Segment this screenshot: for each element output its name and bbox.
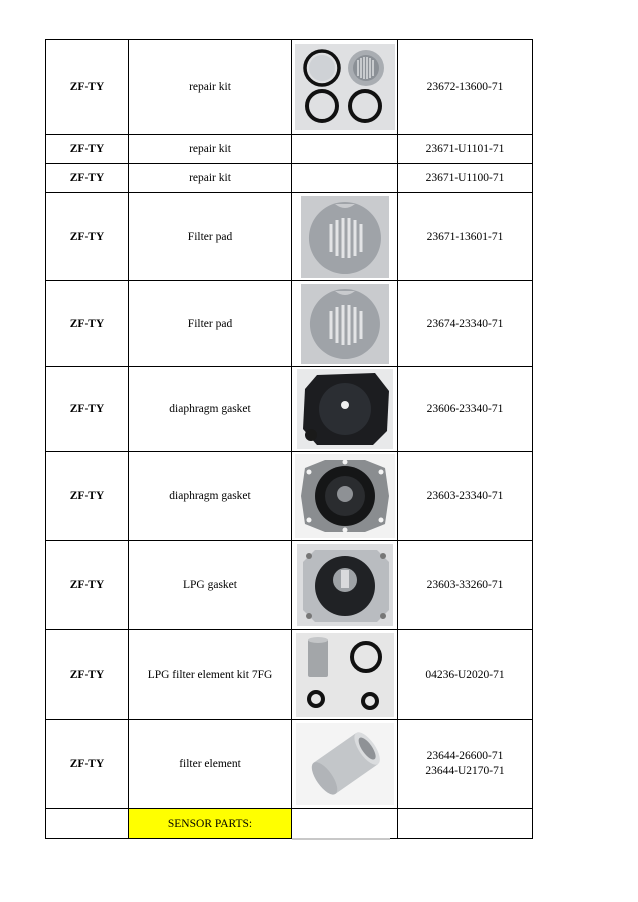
table-row: [46, 452, 533, 541]
part-image-cell: [292, 40, 398, 135]
table-row: [46, 193, 533, 281]
part-number-cell: [398, 720, 533, 809]
table-row: [46, 630, 533, 720]
part-image-cell: [292, 367, 398, 452]
lpg-gasket-photo: [297, 544, 393, 626]
brand-cell: ZF-TY: [46, 367, 129, 452]
filter-pad-photo: [301, 284, 389, 364]
filter-element-photo: [296, 723, 394, 805]
part-name-cell: repair kit: [129, 135, 292, 164]
table-row: [46, 164, 533, 193]
part-number-cell: 23671-U1100-71: [398, 164, 533, 193]
empty-cell: [46, 809, 129, 839]
repair-kit-photo: [295, 44, 395, 130]
part-name-cell: LPG filter element kit 7FG: [129, 630, 292, 720]
part-name-cell: repair kit: [129, 164, 292, 193]
part-image-cell: [292, 720, 398, 809]
part-image-cell: [292, 541, 398, 630]
part-number-cell: 04236-U2020-71: [398, 630, 533, 720]
part-number-alternate: 23644-U2170-71: [425, 765, 505, 777]
part-name-cell: LPG gasket: [129, 541, 292, 630]
empty-cell: [398, 809, 533, 839]
brand-cell: ZF-TY: [46, 720, 129, 809]
part-number-cell: 23671-13601-71: [398, 193, 533, 281]
part-image-cell: [292, 281, 398, 367]
brand-cell: ZF-TY: [46, 40, 129, 135]
table-row: [46, 720, 533, 809]
brand-cell: ZF-TY: [46, 193, 129, 281]
part-name-cell: filter element: [129, 720, 292, 809]
brand-cell: ZF-TY: [46, 452, 129, 541]
part-image-cell: [292, 452, 398, 541]
filter-element-kit-photo: [296, 633, 394, 717]
part-number-primary: 23644-26600-71: [426, 750, 504, 762]
part-number-cell: 23671-U1101-71: [398, 135, 533, 164]
part-name-cell: diaphragm gasket: [129, 452, 292, 541]
part-name-cell: diaphragm gasket: [129, 367, 292, 452]
brand-cell: ZF-TY: [46, 541, 129, 630]
part-image-cell: [292, 164, 398, 193]
parts-table: [45, 39, 533, 839]
part-number-cell: 23672-13600-71: [398, 40, 533, 135]
brand-cell: ZF-TY: [46, 630, 129, 720]
part-image-cell: [292, 630, 398, 720]
filter-pad-photo: [301, 196, 389, 278]
table-row: [46, 40, 533, 135]
part-name-cell: Filter pad: [129, 281, 292, 367]
part-number-cell: 23674-23340-71: [398, 281, 533, 367]
section-header-sensor-parts: SENSOR PARTS:: [129, 809, 292, 839]
part-image-cell: [292, 193, 398, 281]
table-row: [46, 809, 533, 839]
part-number-cell: 23606-23340-71: [398, 367, 533, 452]
empty-cell: [292, 809, 398, 839]
table-row: [46, 135, 533, 164]
table-row: [46, 367, 533, 452]
part-image-cell: [292, 135, 398, 164]
diaphragm-photo: [297, 369, 393, 449]
table-row: [46, 281, 533, 367]
part-name-cell: repair kit: [129, 40, 292, 135]
part-number-cell: 23603-23340-71: [398, 452, 533, 541]
part-number-cell: 23603-33260-71: [398, 541, 533, 630]
image-edge-divider: [292, 838, 390, 840]
brand-cell: ZF-TY: [46, 135, 129, 164]
brand-cell: ZF-TY: [46, 164, 129, 193]
brand-cell: ZF-TY: [46, 281, 129, 367]
diaphragm-gasket-photo: [295, 454, 395, 538]
part-name-cell: Filter pad: [129, 193, 292, 281]
table-row: [46, 541, 533, 630]
